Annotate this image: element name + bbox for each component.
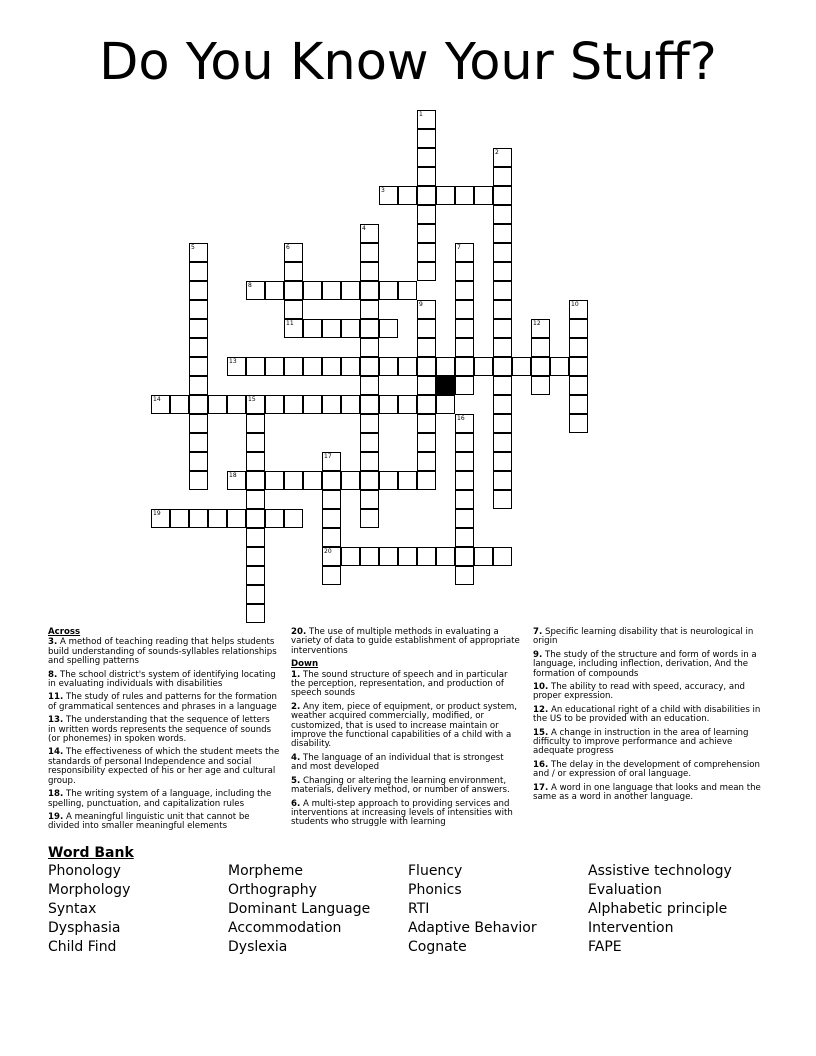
cell-number: 4 xyxy=(362,225,366,232)
cell-number: 11 xyxy=(286,320,294,327)
grid-cell[interactable] xyxy=(246,452,265,471)
grid-cell[interactable] xyxy=(493,490,512,509)
grid-cell[interactable] xyxy=(360,281,379,300)
word-bank-item: Phonology xyxy=(48,863,121,879)
grid-cell[interactable] xyxy=(398,186,417,205)
grid-cell[interactable] xyxy=(436,186,455,205)
grid-cell[interactable] xyxy=(246,566,265,585)
grid-cell[interactable] xyxy=(493,471,512,490)
cell-number: 2 xyxy=(495,149,499,156)
grid-cell[interactable] xyxy=(455,471,474,490)
grid-cell[interactable] xyxy=(341,547,360,566)
grid-cell[interactable] xyxy=(455,528,474,547)
clue-down-6: 6. A multi-step approach to providing services and interventions at increasing levels of intensities with students who struggle with learning xyxy=(291,798,513,828)
clue-down-16: 16. The delay in the development of comprehension and / or expression of oral language. xyxy=(533,759,760,780)
grid-cell[interactable] xyxy=(379,319,398,338)
cell-number: 5 xyxy=(191,244,195,251)
grid-cell[interactable] xyxy=(322,528,341,547)
grid-cell[interactable] xyxy=(531,338,550,357)
grid-cell[interactable] xyxy=(189,338,208,357)
grid-cell[interactable] xyxy=(417,547,436,566)
grid-cell[interactable] xyxy=(227,471,246,490)
grid-cell[interactable] xyxy=(227,357,246,376)
word-bank-item: Alphabetic principle xyxy=(588,901,728,917)
grid-cell[interactable] xyxy=(189,414,208,433)
clue-down-15: 15. A change in instruction in the area of learning difficulty to improve performance and achieve adequate progress xyxy=(533,727,749,757)
grid-cell[interactable] xyxy=(398,281,417,300)
grid-cell[interactable] xyxy=(493,281,512,300)
grid-cell[interactable] xyxy=(360,433,379,452)
grid-cell[interactable] xyxy=(170,509,189,528)
grid-cell[interactable] xyxy=(379,281,398,300)
grid-cell[interactable] xyxy=(455,566,474,585)
cell-number: 13 xyxy=(229,358,237,365)
word-bank-item: Dysphasia xyxy=(48,920,121,936)
word-bank-item: Accommodation xyxy=(228,920,342,936)
grid-cell[interactable] xyxy=(493,452,512,471)
grid-cell[interactable] xyxy=(341,319,360,338)
grid-cell[interactable] xyxy=(455,452,474,471)
grid-cell[interactable] xyxy=(246,528,265,547)
grid-cell[interactable] xyxy=(265,357,284,376)
clue-down-10: 10. The ability to read with speed, accuracy, and proper expression. xyxy=(533,682,745,702)
grid-cell[interactable] xyxy=(303,471,322,490)
grid-cell[interactable] xyxy=(417,376,436,395)
grid-cell[interactable] xyxy=(493,547,512,566)
grid-cell[interactable] xyxy=(265,509,284,528)
grid-cell[interactable] xyxy=(284,281,303,300)
word-bank-item: Fluency xyxy=(408,863,463,879)
grid-cell[interactable] xyxy=(436,357,455,376)
grid-cell[interactable] xyxy=(189,281,208,300)
cell-number: 12 xyxy=(533,320,541,327)
grid-cell[interactable] xyxy=(246,509,265,528)
grid-cell[interactable] xyxy=(493,224,512,243)
grid-cell[interactable] xyxy=(493,186,512,205)
across-heading: Across xyxy=(48,627,81,637)
grid-cell[interactable] xyxy=(417,338,436,357)
cell-number: 20 xyxy=(324,548,332,555)
grid-cell[interactable] xyxy=(284,319,303,338)
grid-cell[interactable] xyxy=(417,319,436,338)
grid-cell[interactable] xyxy=(417,224,436,243)
grid-cell[interactable] xyxy=(189,376,208,395)
grid-cell[interactable] xyxy=(455,243,474,262)
clue-down-2: 2. Any item, piece of equipment, or product system, weather acquired commercially, modified, or customized, that is used to increase maintain or improve the functional capabilities of a child with a disability. xyxy=(291,701,517,750)
grid-cell[interactable] xyxy=(493,300,512,319)
word-bank-list xyxy=(48,862,788,957)
grid-cell[interactable] xyxy=(360,338,379,357)
word-bank-item: Morphology xyxy=(48,882,131,898)
grid-cell[interactable] xyxy=(322,509,341,528)
grid-cell[interactable] xyxy=(360,224,379,243)
grid-cell[interactable] xyxy=(284,509,303,528)
grid-cell[interactable] xyxy=(493,262,512,281)
clue-down-7: 7. Specific learning disability that is neurological in origin xyxy=(533,627,754,647)
grid-cell[interactable] xyxy=(322,566,341,585)
clue-down-1: 1. The sound structure of speech and in particular the perception, representation, and production of speech sounds xyxy=(291,669,508,699)
puzzle-title: Do You Know Your Stuff? xyxy=(99,33,717,92)
grid-cell[interactable] xyxy=(531,319,550,338)
grid-cell[interactable] xyxy=(189,433,208,452)
grid-cell[interactable] xyxy=(246,357,265,376)
grid-cell[interactable] xyxy=(341,281,360,300)
grid-cell[interactable] xyxy=(417,395,436,414)
grid-cell[interactable] xyxy=(284,243,303,262)
cell-number: 6 xyxy=(286,244,290,251)
grid-cell[interactable] xyxy=(398,395,417,414)
word-bank-item: Phonics xyxy=(408,882,462,898)
grid-cell[interactable] xyxy=(493,148,512,167)
word-bank-item: Dyslexia xyxy=(228,939,288,955)
grid-cell[interactable] xyxy=(322,452,341,471)
word-bank-item: Evaluation xyxy=(588,882,662,898)
grid-cell[interactable] xyxy=(417,452,436,471)
clues-column-2 xyxy=(291,628,521,832)
grid-cell[interactable] xyxy=(151,395,170,414)
grid-cell[interactable] xyxy=(474,547,493,566)
grid-cell[interactable] xyxy=(341,471,360,490)
grid-cell[interactable] xyxy=(189,395,208,414)
grid-cell[interactable] xyxy=(569,357,588,376)
grid-cell[interactable] xyxy=(208,395,227,414)
word-bank-item: Dominant Language xyxy=(228,901,371,917)
grid-cell[interactable] xyxy=(246,547,265,566)
grid-cell[interactable] xyxy=(303,357,322,376)
grid-cell[interactable] xyxy=(455,262,474,281)
grid-cell[interactable] xyxy=(284,395,303,414)
grid-cell[interactable] xyxy=(246,490,265,509)
grid-cell[interactable] xyxy=(246,433,265,452)
grid-cell[interactable] xyxy=(246,395,265,414)
grid-cell[interactable] xyxy=(379,395,398,414)
grid-cell[interactable] xyxy=(360,452,379,471)
clues-column-3 xyxy=(533,628,765,807)
grid-cell[interactable] xyxy=(208,509,227,528)
grid-cell[interactable] xyxy=(322,357,341,376)
word-bank-item: Assistive technology xyxy=(588,863,732,879)
grid-cell[interactable] xyxy=(265,395,284,414)
grid-cell[interactable] xyxy=(455,357,474,376)
cell-number: 16 xyxy=(457,415,465,422)
grid-cell[interactable] xyxy=(322,319,341,338)
grid-cell[interactable] xyxy=(455,281,474,300)
grid-cell[interactable] xyxy=(170,395,189,414)
grid-cell[interactable] xyxy=(360,414,379,433)
grid-cell[interactable] xyxy=(265,281,284,300)
grid-cell[interactable] xyxy=(417,262,436,281)
grid-cell[interactable] xyxy=(379,471,398,490)
clue-down-4: 4. The language of an individual that is strongest and most developed xyxy=(291,752,504,773)
grid-cell[interactable] xyxy=(360,547,379,566)
grid-cell[interactable] xyxy=(493,414,512,433)
grid-cell[interactable] xyxy=(284,471,303,490)
grid-cell[interactable] xyxy=(569,414,588,433)
grid-cell[interactable] xyxy=(436,547,455,566)
cell-number: 10 xyxy=(571,301,579,308)
cell-number: 9 xyxy=(419,301,423,308)
grid-cell[interactable] xyxy=(455,319,474,338)
grid-cell[interactable] xyxy=(455,414,474,433)
grid-cell[interactable] xyxy=(455,547,474,566)
grid-cell[interactable] xyxy=(360,471,379,490)
clue-across-8: 8. The school district's system of identifying locating in evaluating individuals with disabilities xyxy=(48,669,276,690)
grid-cell[interactable] xyxy=(360,376,379,395)
word-bank xyxy=(48,844,788,957)
grid-cell[interactable] xyxy=(417,243,436,262)
cell-number: 14 xyxy=(153,396,161,403)
grid-cell[interactable] xyxy=(189,509,208,528)
grid-cell[interactable] xyxy=(474,357,493,376)
grid-cell[interactable] xyxy=(569,376,588,395)
cell-number: 18 xyxy=(229,472,237,479)
grid-cell[interactable] xyxy=(493,376,512,395)
word-bank-item: Syntax xyxy=(48,901,97,917)
clue-down-9: 9. The study of the structure and form of words in a language, including inflection, derivation, And the formation of compounds xyxy=(533,649,757,679)
grid-cell[interactable] xyxy=(569,395,588,414)
clues-column-1 xyxy=(48,628,280,836)
cell-number: 1 xyxy=(419,111,423,118)
word-bank-item: FAPE xyxy=(588,939,622,955)
grid-cell[interactable] xyxy=(360,395,379,414)
word-bank-item: Child Find xyxy=(48,939,117,955)
grid-cell[interactable] xyxy=(360,490,379,509)
word-bank-item: RTI xyxy=(408,901,430,917)
grid-cell[interactable] xyxy=(322,281,341,300)
clue-across-13: 13. The understanding that the sequence of letters in written words represents the sequence of sounds (or phonemes) in spoken words. xyxy=(48,715,272,745)
grid-cell[interactable] xyxy=(417,357,436,376)
clue-across-19: 19. A meaningful linguistic unit that cannot be divided into smaller meaningful elements xyxy=(48,811,250,832)
grid-cell[interactable] xyxy=(379,186,398,205)
grid-cell[interactable] xyxy=(493,243,512,262)
grid-cell[interactable] xyxy=(493,395,512,414)
grid-cell[interactable] xyxy=(398,357,417,376)
grid-cell[interactable] xyxy=(322,547,341,566)
down-heading: Down xyxy=(291,659,319,670)
grid-cell[interactable] xyxy=(360,243,379,262)
grid-cell[interactable] xyxy=(417,471,436,490)
grid-cell[interactable] xyxy=(379,547,398,566)
grid-cell[interactable] xyxy=(189,319,208,338)
grid-cell[interactable] xyxy=(189,357,208,376)
word-bank-item: Adaptive Behavior xyxy=(408,920,537,936)
word-bank-item: Intervention xyxy=(588,920,674,936)
grid-cell[interactable] xyxy=(455,338,474,357)
grid-cell[interactable] xyxy=(360,357,379,376)
clue-down-5: 5. Changing or altering the learning environment, materials, delivery method, or number of answers. xyxy=(291,775,510,796)
grid-cell[interactable] xyxy=(379,357,398,376)
grid-cell[interactable] xyxy=(417,110,436,129)
grid-cell[interactable] xyxy=(360,509,379,528)
grid-cell[interactable] xyxy=(417,129,436,148)
grid-cell[interactable] xyxy=(417,148,436,167)
grid-cell[interactable] xyxy=(360,300,379,319)
grid-cell[interactable] xyxy=(455,490,474,509)
grid-cell[interactable] xyxy=(246,585,265,604)
grid-cell[interactable] xyxy=(322,490,341,509)
grid-cell[interactable] xyxy=(455,376,474,395)
grid-cell[interactable] xyxy=(417,205,436,224)
grid-cell[interactable] xyxy=(227,509,246,528)
clue-across-14: 14. The effectiveness of which the student meets the standards of personal Independence and social responsibility expected of his or her age and cultural group. xyxy=(48,747,280,786)
clue-across-20: 20. The use of multiple methods in evaluating a variety of data to guide establishment of appropriate interventions xyxy=(291,627,520,656)
grid-cell[interactable] xyxy=(417,433,436,452)
grid-cell[interactable] xyxy=(436,395,455,414)
grid-cell[interactable] xyxy=(151,509,170,528)
grid-cell[interactable] xyxy=(360,262,379,281)
grid-cell[interactable] xyxy=(417,300,436,319)
grid-cell[interactable] xyxy=(455,186,474,205)
cell-number: 3 xyxy=(381,187,385,194)
grid-cell[interactable] xyxy=(227,395,246,414)
grid-cell[interactable] xyxy=(455,509,474,528)
grid-cell[interactable] xyxy=(417,186,436,205)
grid-cell[interactable] xyxy=(512,357,531,376)
grid-cell[interactable] xyxy=(550,357,569,376)
grid-cell[interactable] xyxy=(341,395,360,414)
grid-cell[interactable] xyxy=(417,167,436,186)
grid-cell[interactable] xyxy=(531,376,550,395)
cell-number: 19 xyxy=(153,510,161,517)
grid-cell[interactable] xyxy=(303,319,322,338)
grid-cell[interactable] xyxy=(493,319,512,338)
cell-number: 15 xyxy=(248,396,256,403)
blocked-cell xyxy=(436,376,455,395)
grid-cell[interactable] xyxy=(455,300,474,319)
grid-cell[interactable] xyxy=(398,547,417,566)
grid-cell[interactable] xyxy=(246,414,265,433)
grid-cell[interactable] xyxy=(493,433,512,452)
clue-down-17: 17. A word in one language that looks and mean the same as a word in another language. xyxy=(533,782,761,803)
grid-cell[interactable] xyxy=(322,395,341,414)
grid-cell[interactable] xyxy=(531,357,550,376)
grid-cell[interactable] xyxy=(246,281,265,300)
grid-cell[interactable] xyxy=(303,395,322,414)
grid-cell[interactable] xyxy=(284,357,303,376)
grid-cell[interactable] xyxy=(493,357,512,376)
grid-cell[interactable] xyxy=(189,262,208,281)
cell-number: 7 xyxy=(457,244,461,251)
grid-cell[interactable] xyxy=(569,319,588,338)
grid-cell[interactable] xyxy=(303,281,322,300)
grid-cell[interactable] xyxy=(189,300,208,319)
grid-cell[interactable] xyxy=(189,452,208,471)
clue-across-18: 18. The writing system of a language, including the spelling, punctuation, and capitalization rules xyxy=(48,789,272,809)
grid-cell[interactable] xyxy=(341,357,360,376)
word-bank-title: Word Bank xyxy=(48,845,134,861)
grid-cell[interactable] xyxy=(189,471,208,490)
grid-cell[interactable] xyxy=(322,471,341,490)
grid-cell[interactable] xyxy=(246,471,265,490)
cell-number: 17 xyxy=(324,453,332,460)
grid-cell[interactable] xyxy=(417,414,436,433)
cell-number: 8 xyxy=(248,282,252,289)
clue-across-3: 3. A method of teaching reading that helps students build understanding of sounds-syllables relationships and spelling patterns xyxy=(48,637,277,667)
grid-cell[interactable] xyxy=(493,205,512,224)
grid-cell[interactable] xyxy=(493,338,512,357)
grid-cell[interactable] xyxy=(265,471,284,490)
word-bank-item: Cognate xyxy=(408,939,467,955)
clue-down-12: 12. An educational right of a child with disabilities in the US to be provided with an education. xyxy=(533,704,761,725)
grid-cell[interactable] xyxy=(284,262,303,281)
word-bank-item: Morpheme xyxy=(228,863,304,879)
word-bank-item: Orthography xyxy=(228,882,317,898)
grid-cell[interactable] xyxy=(189,243,208,262)
grid-cell[interactable] xyxy=(569,300,588,319)
grid-cell[interactable] xyxy=(493,167,512,186)
grid-cell[interactable] xyxy=(246,604,265,623)
clue-across-11: 11. The study of rules and patterns for the formation of grammatical sentences and phrases in a language xyxy=(48,692,277,712)
grid-cell[interactable] xyxy=(360,319,379,338)
grid-cell[interactable] xyxy=(398,471,417,490)
grid-cell[interactable] xyxy=(455,433,474,452)
grid-cell[interactable] xyxy=(284,300,303,319)
grid-cell[interactable] xyxy=(569,338,588,357)
grid-cell[interactable] xyxy=(474,186,493,205)
